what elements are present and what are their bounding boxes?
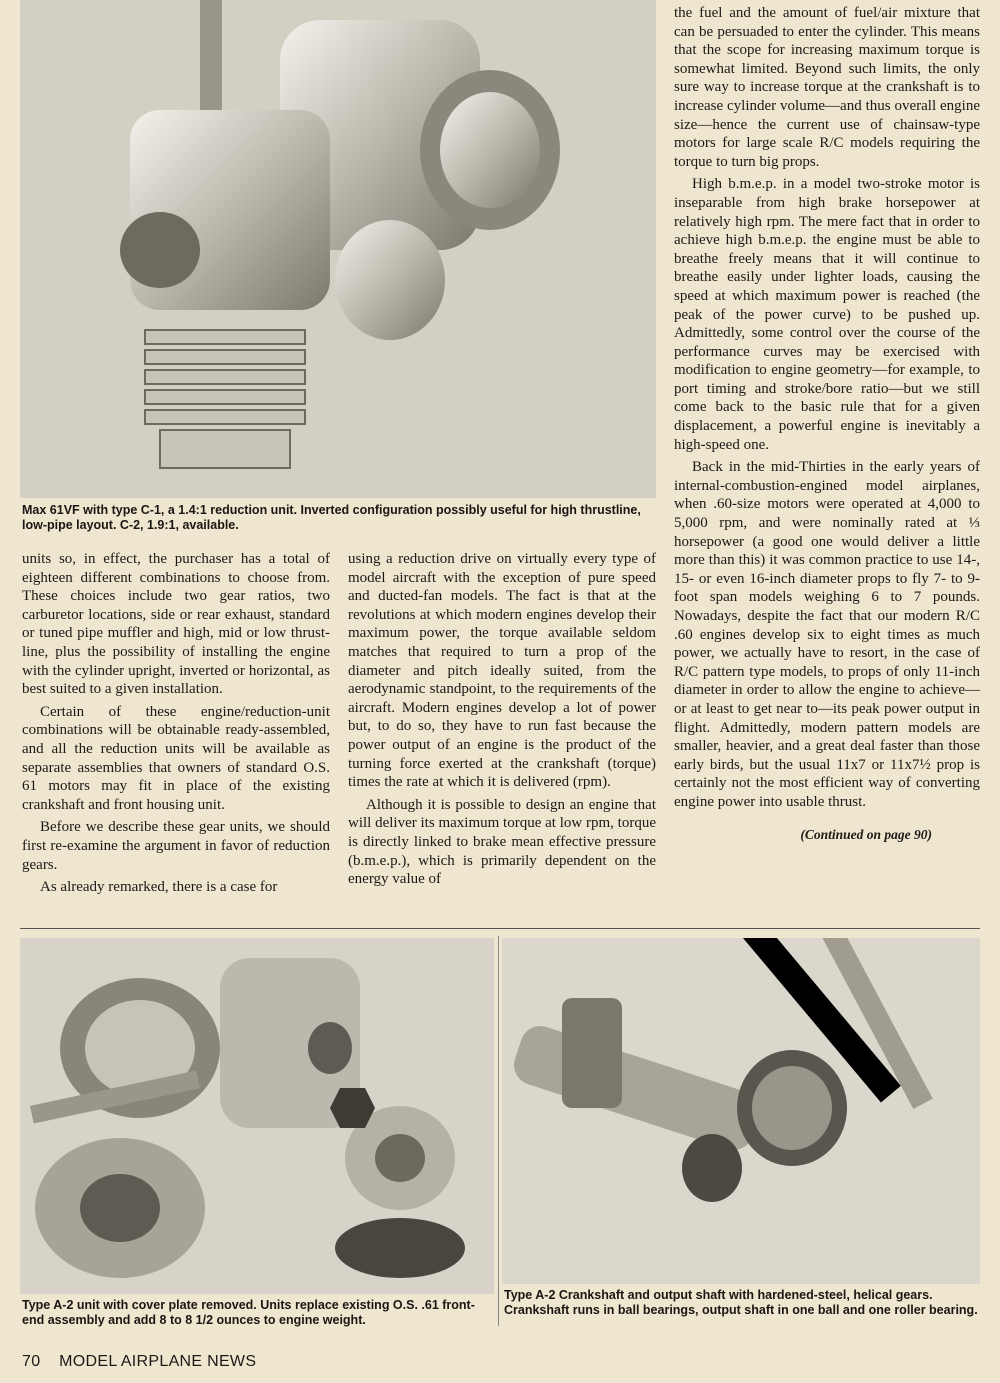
page-footer <box>22 1353 256 1371</box>
article-column-1 <box>22 550 330 897</box>
bottom-right-caption: Type A-2 Crankshaft and output shaft with hardened-steel, helical gears. Crankshaft runs in ball bearings, output shaft in one ball and one roller bearing. <box>504 1288 978 1317</box>
article-column-2 <box>348 550 656 889</box>
col1-paragraph-4: As already remarked, there is a case for <box>40 879 278 896</box>
col1-paragraph-2: Certain of these engine/reduction-unit combinations will be obtainable ready-assembled, and all the reduction units will be available as separate assemblies that owners of standard O.S. 61 motors may fit in place of the existing crankshaft and front housing unit. <box>22 703 330 813</box>
col3-paragraph-2: High b.m.e.p. in a model two-stroke motor is inseparable from high brake horsepower at relatively high rpm. The mere fact that in order to achieve high b.m.e.p. the engine must be able to breathe freely means that it will continue to breathe easily under lighter loads, causing the speed at which maximum power is reached (the peak of the power curve) to be pushed up. Admittedly, some control over the course of the performance curves may be exercised with modification to engine geometry—for example, to port timing and stroke/bore ratio—but we still come back to the basic rule that for a given displacement, a powerful engine is inevitably a high-speed one. <box>674 176 980 453</box>
gear-unit-photo <box>20 938 494 1294</box>
magazine-name: MODEL AIRPLANE NEWS <box>59 1353 257 1370</box>
col3-paragraph-1: the fuel and the amount of fuel/air mixture that can be persuaded to enter the cylinder. This means that the scope for increasing maximum torque is somewhat limited. Beyond such limits, the only sure way to increase torque at the crankshaft is to increase cylinder volume—and thus overall engine size—hence the current use of chainsaw-type motors for large scale R/C models requiring the torque to turn big props. <box>674 5 980 170</box>
top-engine-photo <box>20 0 656 498</box>
bottom-left-caption: Type A-2 unit with cover plate removed. Units replace existing O.S. .61 front-end assembly and add 8 to 8 1/2 ounces to engine weight. <box>22 1298 475 1327</box>
col1-paragraph-1: units so, in effect, the purchaser has a total of eighteen different combinations to choose from. These choices include two gear ratios, two carburetor locations, side or rear exhaust, standard or tuned pipe muffler and high, mid or low thrust-line, plus the possibility of installing the engine with the cylinder upright, inverted or horizontal, as best suited to a given installation. <box>22 551 330 698</box>
crankshaft-photo <box>502 938 980 1284</box>
article-column-3 <box>674 4 980 844</box>
continued-note: (Continued on page 90) <box>800 826 932 842</box>
top-photo-caption: Max 61VF with type C-1, a 1.4:1 reduction unit. Inverted configuration possibly useful for high thrustline, low-pipe layout. C-2, 1.9:1, available. <box>22 503 641 532</box>
section-divider <box>20 928 980 929</box>
col2-paragraph-2: Although it is possible to design an engine that will deliver its maximum torque at low rpm, torque is directly linked to brake mean effective pressure (b.m.e.p.), which is primarily dependent on the energy value of <box>348 796 656 888</box>
col3-paragraph-3: Back in the mid-Thirties in the early years of internal-combustion-engined model airplanes, when .60-size motors were operated at 4,000 to 5,000 rpm, and were nominally rated at ⅓ horsepower (a good one would deliver a little more than this) it was common practice to use 14-, 15- or even 16-inch diameter props to fly 7- to 9-foot span models weighing 6 to 7 pounds. Nowadays, despite the fact that our modern R/C .60 engines develop six to eight times as much power, we actually have to resort, in the case of R/C pattern type models, to props of only 11-inch diameter in order to allow the engine to achieve—or at least to get near to—its peak power output in flight. Admittedly, modern pattern models are smaller, heavier, and a great deal faster than those early birds, but the usual 11x7 or 11x7½ prop is certainly not the most efficient way of converting engine power into usable thrust. <box>674 459 980 810</box>
col2-paragraph-1: using a reduction drive on virtually every type of model aircraft with the exception of pure speed and ducted-fan models. The fact is that at the revolutions at which modern engines develop their maximum power, the torque available seldom matches that required to turn a prop of the diameter and pitch ideally suited, from the aerodynamic standpoint, to the requirements of the aircraft. Modern engines develop a lot of power but, to do so, they have to run fast because the power output of an engine is the product of the turning force exerted at the crankshaft (torque) times the rate at which it is delivered (rpm). <box>348 551 656 791</box>
page-number: 70 <box>22 1353 41 1370</box>
col1-paragraph-3: Before we describe these gear units, we should first re-examine the argument in favor of reduction gears. <box>22 819 330 873</box>
photo-divider <box>498 936 499 1326</box>
